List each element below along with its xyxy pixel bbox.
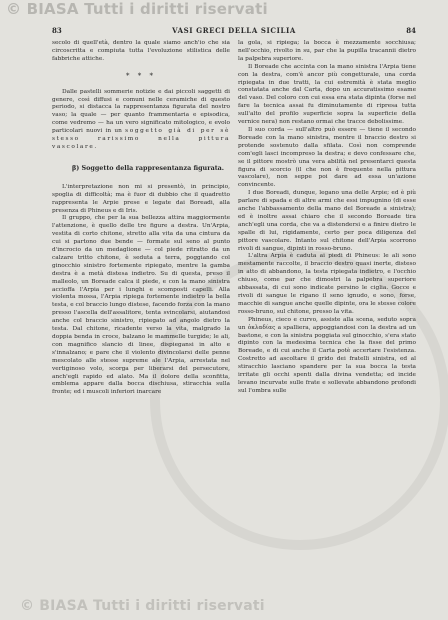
running-head: VASI GRECI DELLA SICILIA bbox=[172, 26, 296, 35]
section-heading: β) Soggetto della rappresentanza figurata. bbox=[72, 163, 225, 172]
page-number-right: 84 bbox=[406, 26, 416, 35]
paragraph: L'altra Arpia è caduta ai piedi di Phineus: le ali sono mestamente raccolte, il braccio destro quasi inerte, disteso in atto di abbandono, la testa ripiegata indietro, e l'occhio chiuso, come par che dimostri la palpebra superiore abbassata, di cui sono indicate persino le ciglia. Gocce e rivoli di sangue le rigano il seno ignudo, e sono, forse, macchie di sangue anche quelle dipinte, ora le stesse colore rosso-bruno, sul chitone, presso la vita. bbox=[238, 253, 416, 315]
page-header bbox=[52, 26, 416, 36]
emphasized-text: soggetto già di per sè stesso rarissimo nella pittura vascolare. bbox=[52, 128, 230, 150]
paragraph: I due Boreadi, dunque, legano una delle Arpie; ed è più parlare di spada e di altre armi che essi impugnino (di esse anche l'abbassamento della mano del Boreade a sinistra); ed è inoltre assai chiaro che il secondo Boreade tira anch'egli una corda, che va a distendersi e a finire dietro le spalle di lui, rigidamente, certo per poca diligenza del pittore vascolare. Intanto sul chitone dell'Arpia scorrono rivoli di sangue, dipinti in rosso-bruno. bbox=[238, 190, 416, 252]
copyright-watermark: © BIASA Tutti i diritti riservati bbox=[6, 0, 268, 18]
left-column bbox=[52, 40, 230, 397]
paragraph: Phineus, cieco e curvo, assiste alla scena, seduto sopra un ὀκλαδίας a spalliera, appoggiandosi con la destra ad un bastone, e con la sinistra poggiata sul ginocchio, s'era stato dipinto con la medesima tecnica che la fisse del primo Boreade, e di cui anche il Carta potè accertare l'esistenza. Costretto ad ascoltare il grido dei fratelli sinistra, ed al stiracchio lasciano spandere per la sua bocca la testa irritate gli occhi spenti dalla divina vendetta; ed incide levano incurvate sulle frate e sollevate abbandono profondi sul l'ombra sulle bbox=[238, 316, 416, 394]
paragraph: Il Boreade che accinta con la mano sinistra l'Arpia tiene con la destra, com'è ancor più congetturale, una corda ripiegata in due tratti, la cui estremità è stata meglio constatata anche dal Carta, dopo un accuratissimo esame del vaso. Del coloro con cui essa era stata dipinta (forse nel fare la tecnica assai fu diminutamente di ripresa tutta sull'alto del profilo superficie sopra la superficie della vernice nera) non restano ormai che tracce debolissime. bbox=[238, 63, 416, 126]
paragraph-text: Dalle pastelli sommerie notizie e dai piccoli saggetti di genere, così diffusi e comuni nelle ceramiche di questo periodo, si distacca la rappresentanza figurata del nostro vaso; la quale — per quanto frammentaria e episodica, come vedremo — ha un vero significato mitologico, e evolo particolari nuovi in un bbox=[52, 88, 230, 135]
paragraph: L'interpretazione non mi si presentò, in principio, spoglia di difficoltà; ma è fuor di dubbio che il quadretto rappresenta le Arpie prese e legate dai Boreadi, alla presenza di Phineus e di Iris. bbox=[52, 183, 230, 214]
paragraph: secolo di quell'età, dentro la quale siamo anch'io che sia circoscritta e compiuta tutta l'evoluzione stilistica delle fabbriche attiche. bbox=[52, 40, 230, 62]
right-column bbox=[238, 40, 416, 396]
paragraph: la gola, si ripiega; la bocca è mezzamente socchiusa; nell'occhio, rivolto in su, par che la pupilla tracannii dietro la palpebra superiore. bbox=[238, 40, 416, 62]
copyright-watermark-bottom: © BIASA Tutti i diritti riservati bbox=[20, 598, 265, 614]
section-separator: * * * bbox=[126, 71, 156, 80]
paragraph: Il suo corda — sull'altro può essere — tiene il secondo Boreade con la mano sinistra, mentre il braccio destro si protende sostenuto dalla sfilata. Così non comprende com'egli lasci incompreso la destra; e devo confessare che, se il pittore mostrò una vera abilità nel presentarci questa figura di scorcio (il che non è frequente nella pittura vascolare), non seppe poi dare ad essa un'azione convincente. bbox=[238, 126, 416, 189]
page-number-left: 83 bbox=[52, 26, 62, 35]
paragraph: Il gruppo, che per la sua bellezza attira maggiormente l'attenzione, è quello delle tre figure a destra. Un'Arpia, vestita di corto chitone, stretto alla vita da una cintura da cui si partono due bende — formate sul seno al punto d'incrocio da un medaglione — col piede ritratto da un calzare tritto chitone, è seduta a terra, poggiando col ginocchio sinistro fortemente ripiegato, mentre la gamba destra è a metà distesa indietro. Su di questa, preso il malleolo, un Boreade calca il piede, e con la mano sinistra accioffa l'Arpia per i lunghi e scomposti capelli. Alla violenta mossa, l'Arpia ripiega fortemente indietro la bella testa, e col braccio lungo distese, facendo forza con la mano presso l'ascella dell'assalitore, tenta svincolarsi, aiutandosi anche col braccio sinistro, ripiegato ad angolo dietro la testa. Dal chitone, ricadente verso la vita, malgrado la doppia benda in croce, balzano le mammelle turgide; le ali, con magnifico slancio di linee, dispiegansi in alto e s'innalzano; e pare che il violento divincolarsi delle penne mescolato alle stesse supreme ale l'Arpia, arrestata nel vertiginoso volo, scorga per liberarsi del persecutore, anch'egli rapido ed alato. Ma il dolore della sconfitta, emblema appare dalla bocca dischiusa, stiracchia sulla fronte; ed i muscoli inferiori inarcare bbox=[52, 215, 230, 396]
paragraph bbox=[52, 89, 230, 152]
